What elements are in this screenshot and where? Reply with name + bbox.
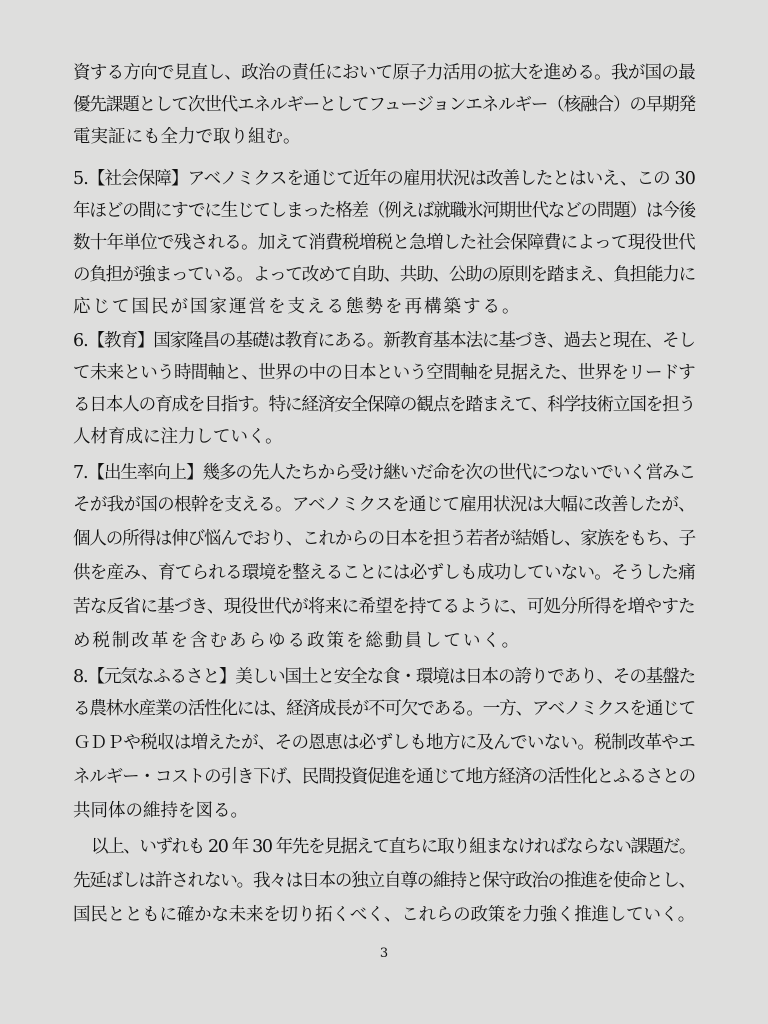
body-text-line: る日本人の育成を目指す。特に経済安全保障の観点を踏まえて、科学技術立国を担う bbox=[73, 395, 695, 415]
body-text-line: そが我が国の根幹を支える。アベノミクスを通じて雇用状況は大幅に改善したが、 bbox=[73, 495, 695, 515]
body-text-line: ＧＤＰや税収は増えたが、その恩恵は必ずしも地方に及んでいない。税制改革やエ bbox=[73, 733, 695, 753]
section-6-heading-line: 6.【教育】国家隆昌の基礎は教育にある。新教育基本法に基づき、過去と現在、そし bbox=[73, 331, 695, 351]
body-text-line: 共同体の維持を図る。 bbox=[73, 801, 248, 821]
body-text-line: て未来という時間軸と、世界の中の日本という空間軸を見据えた、世界をリードす bbox=[73, 363, 695, 383]
body-text-line: 数十年単位で残される。加えて消費税増税と急増した社会保障費によって現役世代 bbox=[73, 233, 695, 253]
body-text-line: 資する方向で見直し、政治の責任において原子力活用の拡大を進める。我が国の最 bbox=[73, 63, 695, 83]
body-text-line: め税制改革を含むあらゆる政策を総動員していく。 bbox=[73, 631, 522, 651]
body-text-line: 年ほどの間にすでに生じてしまった格差（例えば就職氷河期世代などの問題）は今後 bbox=[73, 201, 695, 221]
section-7-heading-line: 7.【出生率向上】幾多の先人たちから受け継いだ命を次の世代につないでいく営みこ bbox=[73, 463, 695, 483]
body-text-line: る農林水産業の活性化には、経済成長が不可欠である。一方、アベノミクスを通じて bbox=[73, 699, 695, 719]
body-text-line: の負担が強まっている。よって改めて自助、共助、公助の原則を踏まえ、負担能力に bbox=[73, 265, 695, 285]
body-text-line: 電実証にも全力で取り組む。 bbox=[73, 127, 301, 147]
page-number: 3 bbox=[379, 946, 389, 961]
body-text-line: 優先課題として次世代エネルギーとしてフュージョンエネルギー（核融合）の早期発 bbox=[73, 95, 695, 115]
body-text-line: 個人の所得は伸び悩んでおり、これからの日本を担う若者が結婚し、家族をもち、子 bbox=[73, 529, 695, 549]
section-8-heading-line: 8.【元気なふるさと】美しい国土と安全な食・環境は日本の誇りであり、その基盤た bbox=[73, 667, 695, 687]
conclusion-first-line: 以上、いずれも 20 年 30 年先を見据えて直ちに取り組まなければならない課題だ。 bbox=[91, 837, 695, 857]
body-text-line: 国民とともに確かな未来を切り拓くべく、これらの政策を力強く推進していく。 bbox=[73, 905, 695, 925]
section-5-heading-line: 5.【社会保障】アベノミクスを通じて近年の雇用状況は改善したとはいえ、この 30 bbox=[73, 169, 695, 189]
body-text-line: 先延ばしは許されない。我々は日本の独立自尊の維持と保守政治の推進を使命とし、 bbox=[73, 871, 695, 891]
body-text-line: 応じて国民が国家運営を支える態勢を再構築する。 bbox=[73, 297, 522, 317]
body-text-line: ネルギー・コストの引き下げ、民間投資促進を通じて地方経済の活性化とふるさとの bbox=[73, 767, 695, 787]
body-text-line: 人材育成に注力していく。 bbox=[73, 427, 283, 447]
body-text-line: 苦な反省に基づき、現役世代が将来に希望を持てるように、可処分所得を増やすた bbox=[73, 597, 695, 617]
body-text-line: 供を産み、育てられる環境を整えることには必ずしも成功していない。そうした痛 bbox=[73, 563, 695, 583]
